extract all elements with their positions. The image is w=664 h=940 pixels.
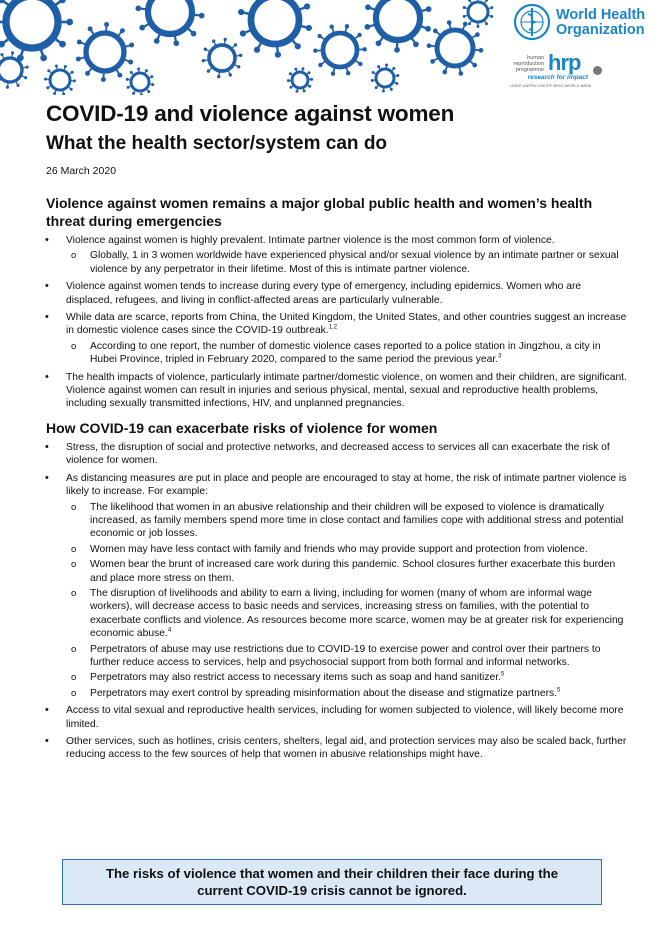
list-item (46, 311, 628, 367)
list-item-text: While data are scarce, reports from China, the United Kingdom, the United States, and other countries suggest an increase in domestic violence cases since the COVID-19 outbreak. (66, 312, 627, 337)
virus-particle-icon (287, 67, 313, 92)
callout-line1: The risks of violence that women and their children their face during the (105, 866, 559, 881)
page-title: COVID-19 and violence against women (46, 101, 455, 126)
sub-list-item (66, 687, 628, 700)
sub-list-item (66, 543, 628, 556)
list-item (46, 735, 628, 762)
sub-list (66, 501, 628, 701)
hrp-small-line1: human (527, 55, 544, 61)
list-item-text: Violence against women is highly prevalent. Intimate partner violence is the most common form of violence. (66, 235, 555, 246)
virus-particle-icon (427, 20, 484, 76)
list-item (46, 704, 628, 731)
virus-particle-icon (44, 64, 76, 95)
virus-particle-icon (202, 38, 243, 79)
hrp-partners: UNDP·UNFPA·UNICEF·WHO·WORLD BANK (510, 83, 592, 88)
list-item-text: Women may have less contact with family and friends who may provide support and protection from violence. (90, 543, 588, 555)
footnote-ref: 1,2 (328, 325, 338, 332)
who-name-line2: Organization (556, 22, 645, 38)
virus-banner (0, 0, 500, 95)
list-item-text: The likelihood that women in an abusive relationship and their children will be exposed to violence is dramatically increased, as family members spend more time in close contact and families cope with additional stress and potential economic or job losses. (90, 501, 624, 540)
sub-list (66, 249, 628, 276)
sub-list-item (66, 643, 628, 670)
list-item (46, 280, 628, 307)
list-item-text: The disruption of livelihoods and ability to earn a living, including for women (many of whom are informal wage workers), will decrease access to basic needs and services, increasing stress on families, with the potential to exacerbate conflicts and violence. As resources become more scarce, women may be at greater risk for experiencing economic abuse. (90, 587, 624, 640)
sub-list-item (66, 249, 628, 276)
page-subtitle: What the health sector/system can do (46, 133, 388, 154)
who-emblem-icon (512, 2, 552, 42)
hrp-logo (508, 52, 660, 94)
sub-list-item (66, 558, 628, 585)
list-item-text: Other services, such as hotlines, crisis centers, shelters, legal aid, and protection services may also be scaled back, further reducing access to the few sources of help that women in abusive relationships might have. (66, 736, 627, 761)
who-logo (512, 2, 662, 46)
sub-list-item (66, 587, 628, 641)
footnote-ref: 3 (498, 353, 502, 360)
footnote-ref: 5 (500, 671, 505, 678)
sub-list-item (66, 671, 628, 684)
hrp-small-line2: reproduction (513, 61, 544, 67)
list-item-text: Stress, the disruption of social and protective networks, and decreased access to services all can exacerbate the risk of violence for women. (66, 441, 610, 467)
hrp-small-line3: programme (515, 67, 544, 73)
footnote-ref: 4 (167, 627, 172, 634)
list-item-text: Violence against women tends to increase during every type of emergency, including epidemics. Women who are displaced, refugees, and living in conflict-affected areas are particularly vulnerable. (66, 281, 582, 306)
footnote-ref: 5 (557, 687, 561, 694)
document-body (46, 100, 628, 762)
list-item (46, 472, 628, 701)
section-heading: Violence against women remains a major global public health and women’s health threat during emergencies (46, 195, 593, 229)
hrp-tagline: research for impact (527, 74, 588, 81)
callout-line2: current COVID-19 crisis cannot be ignored. (197, 883, 467, 898)
list-item-text: Women bear the brunt of increased care work during this pandemic. School closures further exacerbate this burden and place more stress on them. (90, 559, 616, 584)
callout-text (106, 865, 558, 899)
hrp-small-text (508, 55, 544, 73)
list-item-text: Perpetrators may exert control by spreading misinformation about the disease and stigmatize partners. (90, 687, 558, 699)
who-name (556, 8, 645, 38)
list-item (46, 441, 628, 468)
sub-list-item (66, 501, 628, 541)
virus-particle-icon (365, 0, 432, 53)
virus-particle-icon (0, 0, 73, 61)
virus-particle-icon (238, 0, 312, 58)
list-item-text: Globally, 1 in 3 women worldwide have experienced physical and/or sexual violence by an intimate partner or sexual violence by any perpetrator in their lifetime. Most of this is intimate partner violence. (90, 250, 619, 275)
virus-particle-icon (313, 24, 367, 76)
virus-illustration (0, 0, 500, 95)
section-heading: How COVID-19 can exacerbate risks of violence for women (46, 419, 438, 436)
list-item (46, 371, 628, 411)
key-message-callout (62, 859, 602, 905)
virus-particle-icon (126, 68, 155, 95)
list-item-text: Perpetrators may also restrict access to necessary items such as soap and hand sanitizer. (90, 672, 501, 684)
bullet-list (46, 441, 628, 762)
virus-particle-icon (0, 51, 29, 89)
virus-particle-icon (135, 0, 204, 46)
who-name-line1: World Health (556, 7, 646, 23)
list-item (46, 234, 628, 276)
virus-particle-icon (371, 64, 400, 93)
section-exacerbate-risks (46, 419, 628, 762)
hrp-dot-icon (593, 66, 602, 75)
section-prevalence (46, 194, 628, 411)
list-item-text: According to one report, the number of domestic violence cases reported to a police station in Jingzhou, a city in Hubei Province, tripled in February 2020, compared to the same period the previous year. (90, 340, 601, 366)
list-item-text: As distancing measures are put in place and people are encouraged to stay at home, the risk of intimate partner violence is likely to increase. For example: (66, 472, 627, 498)
virus-particle-icon (76, 22, 134, 82)
list-item-text: The health impacts of violence, particularly intimate partner/domestic violence, on women and their children, are significant. Violence against women can result in injuries and serious physical, mental, sexual and reproductive health problems, including sexually transmitted infections, HIV, and unplanned pregnancies. (66, 371, 627, 410)
list-item-text: Perpetrators of abuse may use restrictions due to COVID-19 to exercise power and control over their partners to further reduce access to services, help and psychosocial support from both formal and informal networks. (90, 643, 601, 668)
bullet-list (46, 234, 628, 411)
list-item-text: Access to vital sexual and reproductive health services, including for women subjected to violence, will likely become more limited. (66, 705, 624, 730)
hrp-mark: hrp (548, 50, 581, 75)
sub-list-item (66, 340, 628, 367)
sub-list (66, 340, 628, 367)
publication-date: 26 March 2020 (46, 165, 117, 177)
